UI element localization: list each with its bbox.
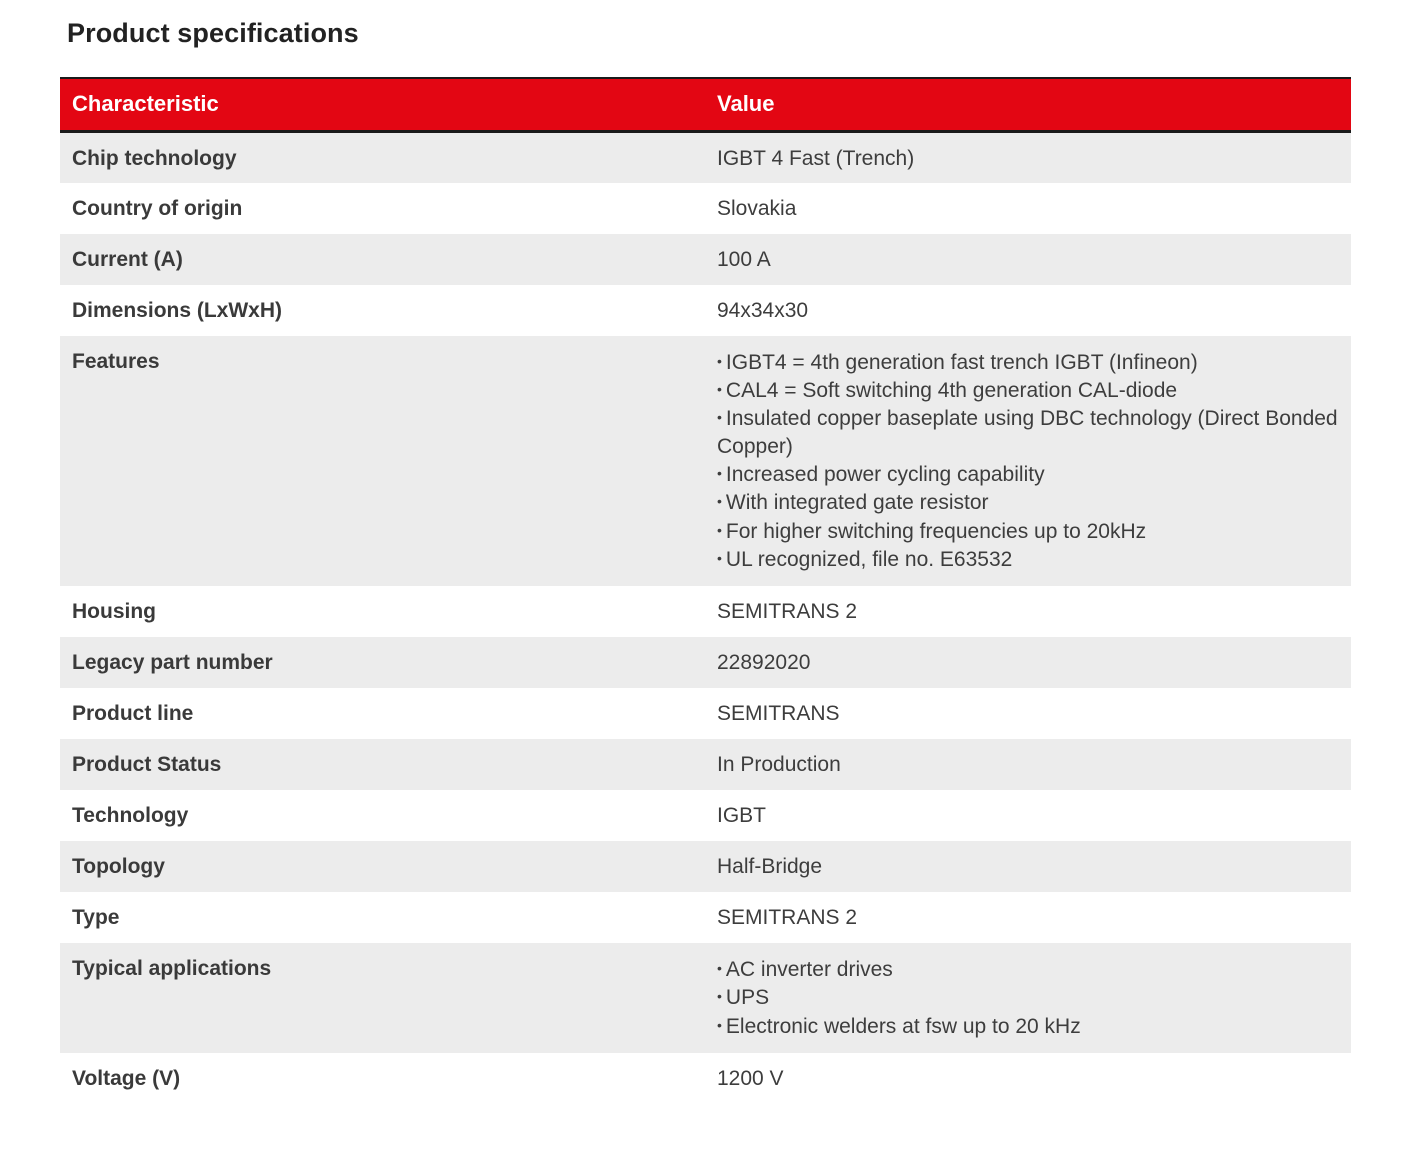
spec-key: Features [72, 349, 160, 373]
table-row [60, 790, 1351, 841]
spec-key: Legacy part number [72, 651, 273, 675]
spec-value [705, 943, 1351, 1053]
bullet-icon: • [717, 1016, 722, 1033]
spec-bullet-item [717, 955, 1339, 983]
bullet-icon: • [717, 960, 722, 977]
table-row [60, 586, 1351, 637]
spec-bullet-item [717, 545, 1339, 573]
spec-value: SEMITRANS 2 [717, 600, 858, 624]
table-row [60, 285, 1351, 336]
spec-bullet-text: AC inverter drives [725, 958, 893, 982]
spec-key: Type [72, 906, 120, 930]
spec-key: Country of origin [72, 196, 243, 220]
spec-bullet-text: UL recognized, file no. E63532 [725, 547, 1013, 571]
spec-bullet-text: CAL4 = Soft switching 4th generation CAL-diode [725, 379, 1178, 403]
table-row [60, 637, 1351, 688]
spec-key: Dimensions (LxWxH) [72, 298, 283, 322]
spec-key: Chip technology [72, 146, 237, 170]
table-row [60, 739, 1351, 790]
bullet-icon: • [717, 549, 722, 566]
bullet-icon: • [717, 352, 722, 369]
spec-bullet-item [717, 517, 1339, 545]
spec-value: 1200 V [717, 1067, 784, 1091]
spec-bullet-item [717, 488, 1339, 516]
table-row [60, 892, 1351, 943]
spec-bullet-item [717, 376, 1339, 404]
table-row [60, 1053, 1351, 1104]
table-header-row [60, 78, 1351, 131]
spec-bullet-item [717, 460, 1339, 488]
spec-bullet-text: With integrated gate resistor [725, 491, 989, 515]
spec-value: IGBT [717, 804, 767, 828]
bullet-icon: • [717, 521, 722, 538]
spec-key: Product Status [72, 753, 222, 777]
spec-bullet-text: Insulated copper baseplate using DBC technology (Direct Bonded Copper) [717, 407, 1338, 458]
table-row [60, 183, 1351, 234]
spec-value: 94x34x30 [717, 298, 809, 322]
spec-bullet-item [717, 983, 1339, 1011]
spec-value: SEMITRANS 2 [717, 906, 858, 930]
spec-key: Voltage (V) [72, 1067, 181, 1091]
spec-table [60, 77, 1351, 1104]
spec-key: Housing [72, 600, 156, 624]
spec-value: 22892020 [717, 651, 811, 675]
spec-key: Typical applications [72, 957, 272, 981]
spec-bullet-text: UPS [725, 986, 770, 1010]
bullet-icon: • [717, 409, 722, 426]
spec-bullet-item [717, 404, 1339, 460]
spec-bullet-list [717, 348, 1339, 573]
spec-value: 100 A [717, 247, 771, 271]
bullet-icon: • [717, 464, 722, 481]
spec-bullet-text: Increased power cycling capability [725, 462, 1045, 486]
spec-value: Slovakia [717, 196, 797, 220]
spec-bullet-item [717, 348, 1339, 376]
column-header-value: Value [705, 78, 1351, 131]
spec-bullet-text: Electronic welders at fsw up to 20 kHz [725, 1014, 1081, 1038]
spec-value: In Production [717, 753, 841, 777]
bullet-icon: • [717, 988, 722, 1005]
spec-key: Technology [72, 804, 189, 828]
spec-value [705, 336, 1351, 586]
spec-value: Half-Bridge [717, 855, 823, 879]
spec-bullet-text: IGBT4 = 4th generation fast trench IGBT (Infineon) [725, 350, 1198, 374]
table-body [60, 131, 1351, 1104]
spec-bullet-list [717, 955, 1339, 1040]
table-row [60, 688, 1351, 739]
spec-key: Product line [72, 702, 194, 726]
bullet-icon: • [717, 493, 722, 510]
page-title: Product specifications [67, 18, 359, 48]
spec-bullet-text: For higher switching frequencies up to 20kHz [725, 519, 1147, 543]
spec-bullet-item [717, 1012, 1339, 1040]
column-header-characteristic: Characteristic [60, 78, 705, 131]
table-row [60, 336, 1351, 586]
table-row [60, 131, 1351, 183]
table-row [60, 943, 1351, 1053]
bullet-icon: • [717, 381, 722, 398]
spec-key: Topology [72, 855, 165, 879]
table-row [60, 234, 1351, 285]
spec-value: SEMITRANS [717, 702, 840, 726]
table-row [60, 841, 1351, 892]
spec-value: IGBT 4 Fast (Trench) [717, 146, 915, 170]
spec-key: Current (A) [72, 247, 183, 271]
